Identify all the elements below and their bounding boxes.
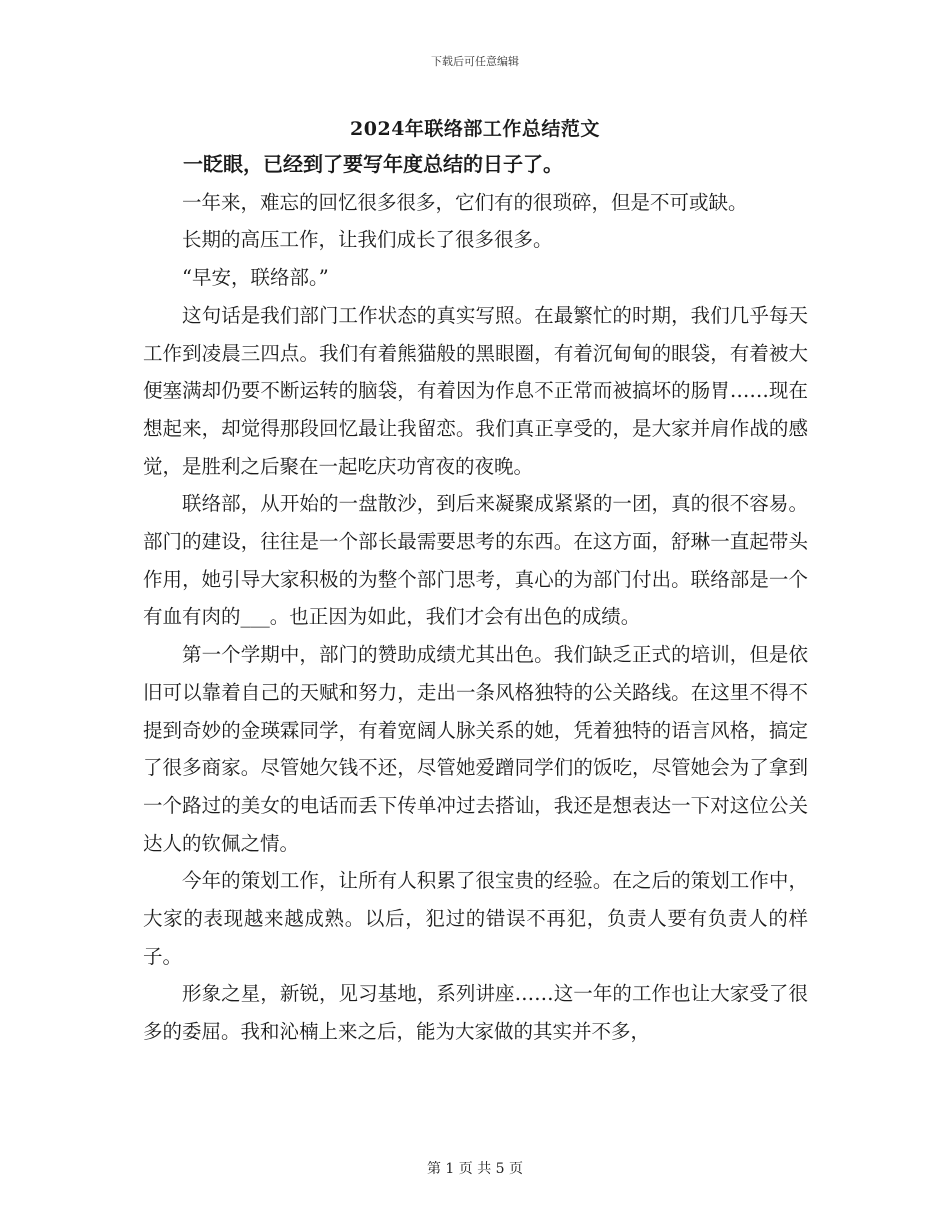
header-note: 下载后可任意编辑: [431, 55, 519, 68]
paragraph: 这句话是我们部门工作状态的真实写照。在最繁忙的时期，我们几乎每天工作到凌晨三四点。我们有着熊猫般的黑眼圈，有着沉甸甸的眼袋，有着被大便塞满却仍要不断运转的脑袋，有着因为作息不正常而被搞坏的肠胃……现在想起来，却觉得那段回忆最让我留恋。我们真正享受的，是大家并肩作战的感觉，是胜利之后聚在一起吃庆功宵夜的夜晚。: [143, 303, 808, 478]
paragraph: 形象之星，新锐，见习基地，系列讲座……这一年的工作也让大家受了很多的委屈。我和沁楠上来之后，能为大家做的其实并不多，: [143, 982, 808, 1044]
document-body: [143, 146, 808, 1051]
paragraph-lead: 一眨眼，已经到了要写年度总结的日子了。: [183, 152, 563, 176]
paragraph: 长期的高压工作，让我们成长了很多很多。: [182, 228, 553, 252]
paragraph: 今年的策划工作，让所有人积累了很宝贵的经验。在之后的策划工作中，大家的表现越来越成熟。以后，犯过的错误不再犯，负责人要有负责人的样子。: [143, 869, 808, 968]
paragraph-quote: “早安，联络部。”: [182, 266, 329, 290]
document-title: 2024年联络部工作总结范文: [350, 118, 600, 140]
page-number: 第 1 页 共 5 页: [426, 1161, 524, 1177]
paragraph: 联络部，从开始的一盘散沙，到后来凝聚成紧紧的一团，真的很不容易。部门的建设，往往是一个部长最需要思考的东西。在这方面，舒琳一直起带头作用，她引导大家积极的为整个部门思考，真心的为部门付出。联络部是一个有血有肉的___。也正因为如此，我们才会有出色的成绩。: [143, 492, 808, 629]
paragraph: 一年来，难忘的回忆很多很多，它们有的很琐碎，但是不可或缺。: [182, 190, 748, 214]
paragraph: 第一个学期中，部门的赞助成绩尤其出色。我们缺乏正式的培训，但是依旧可以靠着自己的天赋和努力，走出一条风格独特的公关路线。在这里不得不提到奇妙的金瑛霖同学，有着宽阔人脉关系的她，凭着独特的语言风格，搞定了很多商家。尽管她欠钱不还，尽管她爱蹭同学们的饭吃，尽管她会为了拿到一个路过的美女的电话而丢下传单冲过去搭讪，我还是想表达一下对这位公关达人的钦佩之情。: [143, 643, 808, 855]
